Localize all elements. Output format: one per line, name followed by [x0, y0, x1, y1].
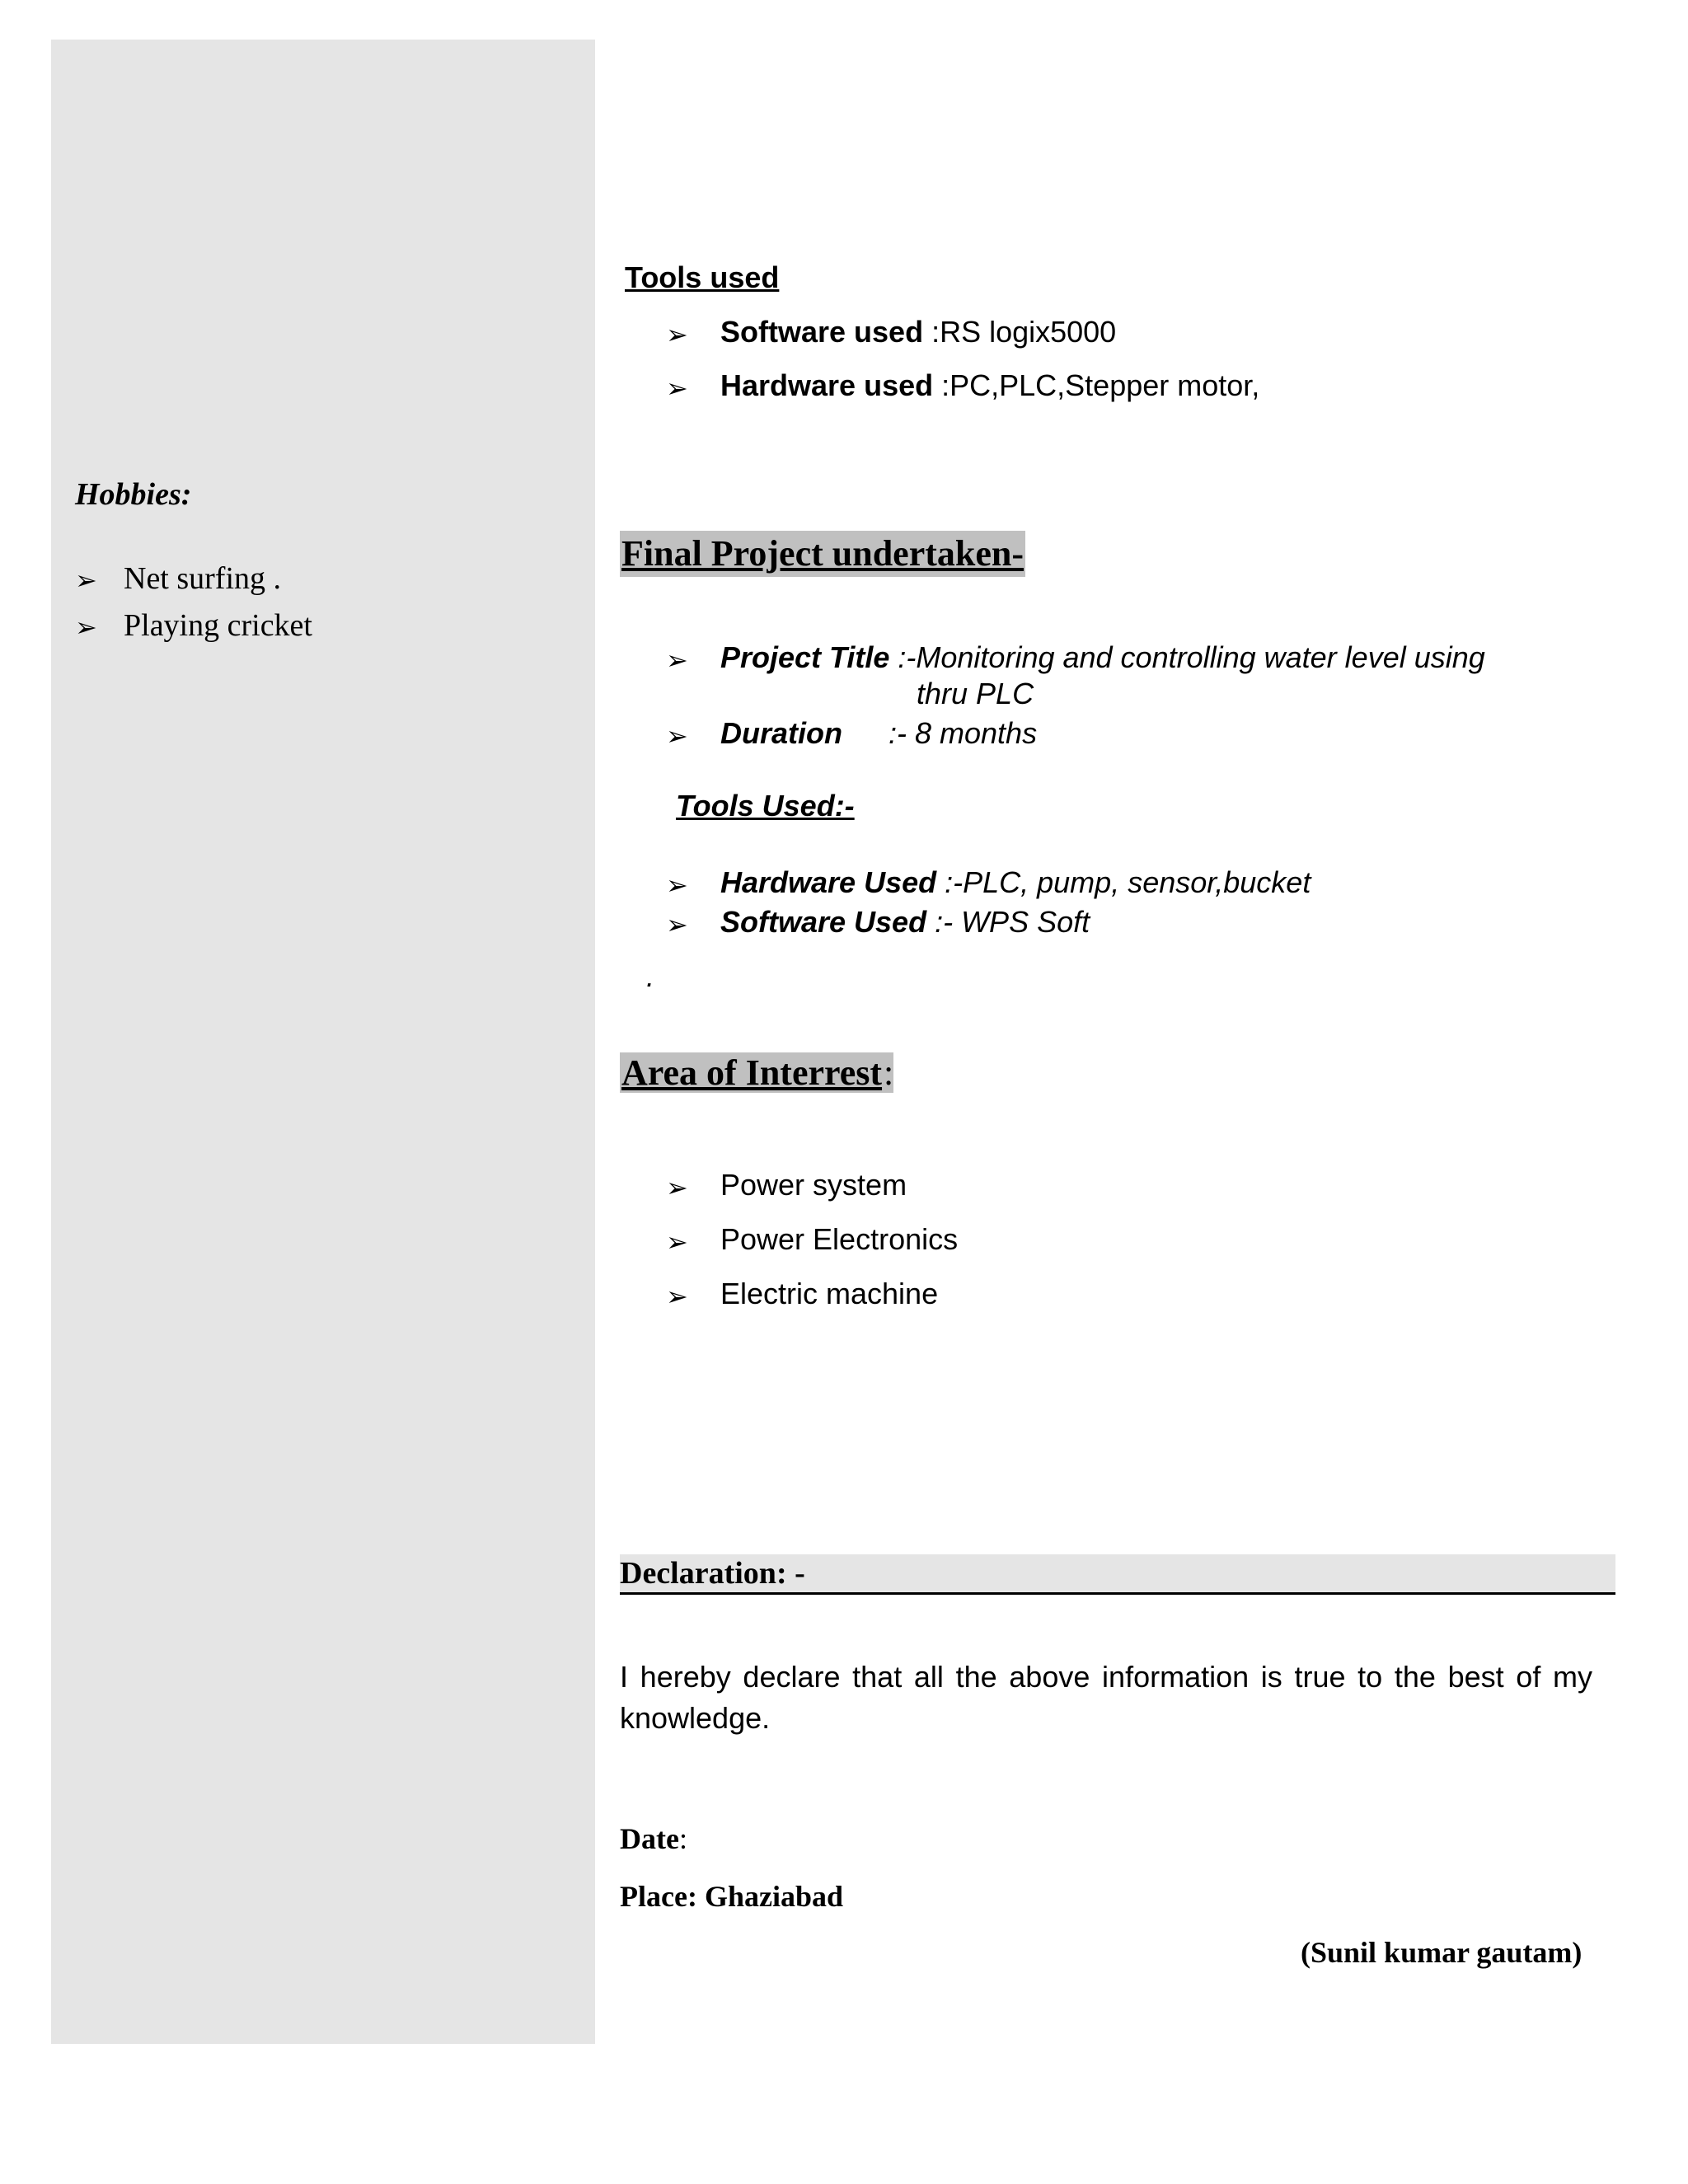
declaration-text: I hereby declare that all the above information is true to the best of my knowledge. — [620, 1660, 1592, 1735]
project-hardware-item — [720, 865, 1311, 900]
hobby-item: Playing cricket — [124, 608, 312, 643]
arrow-bullet-icon: ➢ — [75, 565, 97, 595]
arrow-bullet-icon: ➢ — [666, 870, 688, 900]
date-colon: : — [678, 1822, 687, 1855]
arrow-bullet-icon: ➢ — [666, 1227, 688, 1257]
project-title-item — [720, 640, 1485, 675]
hardware-used-item — [720, 368, 1259, 403]
project-software-label: Software Used — [720, 905, 927, 939]
arrow-bullet-icon: ➢ — [666, 645, 688, 675]
interest-item: Power Electronics — [720, 1222, 959, 1256]
arrow-bullet-icon: ➢ — [666, 721, 688, 751]
interest-heading-text: Area of Interrest — [621, 1052, 883, 1093]
declaration-heading: Declaration: - — [620, 1556, 805, 1591]
arrow-bullet-icon: ➢ — [666, 373, 688, 403]
hardware-used-value: :PC,PLC,Stepper motor, — [933, 368, 1260, 402]
interest-heading — [620, 1050, 893, 1096]
arrow-bullet-icon: ➢ — [666, 1282, 688, 1311]
project-hardware-value: :-PLC, pump, sensor,bucket — [936, 865, 1311, 899]
software-used-value: :RS logix5000 — [923, 315, 1117, 349]
project-software-item — [720, 905, 1090, 940]
project-title-value: :-Monitoring and controlling water level using — [889, 640, 1485, 674]
date-line — [620, 1821, 687, 1856]
project-title-continued: thru PLC — [917, 677, 1034, 710]
duration-label: Duration — [720, 716, 842, 750]
tools-used-heading: Tools used — [625, 260, 780, 294]
project-hardware-label: Hardware Used — [720, 865, 937, 899]
date-label: Date — [620, 1822, 679, 1855]
signature-name: (Sunil kumar gautam) — [1301, 1936, 1582, 1969]
place-line: Place: Ghaziabad — [620, 1880, 843, 1913]
final-project-heading: Final Project undertaken- — [620, 531, 1025, 577]
software-used-label: Software used — [720, 315, 924, 349]
duration-value: :- 8 months — [889, 716, 1038, 750]
arrow-bullet-icon: ➢ — [666, 910, 688, 940]
tools-used-subheading: Tools Used:- — [676, 789, 855, 823]
hardware-used-label: Hardware used — [720, 368, 934, 402]
hobbies-title: Hobbies: — [75, 477, 192, 512]
interest-heading-colon: : — [884, 1052, 894, 1093]
project-title-label: Project Title — [720, 640, 890, 674]
software-used-item — [720, 315, 1116, 349]
interest-item: Electric machine — [720, 1277, 939, 1310]
project-software-value: :- WPS Soft — [926, 905, 1090, 939]
arrow-bullet-icon: ➢ — [75, 612, 97, 642]
hobby-item: Net surfing . — [124, 561, 282, 596]
arrow-bullet-icon: ➢ — [666, 320, 688, 349]
arrow-bullet-icon: ➢ — [666, 1173, 688, 1202]
interest-item: Power system — [720, 1168, 907, 1202]
stray-dot: . — [646, 959, 655, 993]
sidebar-panel — [51, 40, 595, 2044]
